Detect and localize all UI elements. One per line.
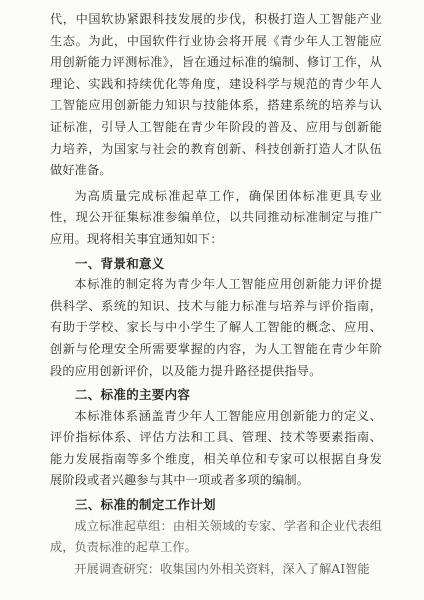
paragraph-intro-continued: 代，中国软协紧跟科技发展的步伐，积极打造人工智能产业生态。为此，中国软件行业协会将开展《青少年人工智能应用创新能力评测标准》，旨在通过标准的编制、修订工作，从理论、实践和持续优化等角度，建设科学与规范的青少年人工智能应用创新能力知识与技能体系，搭建系统的培养与认证标准，引导人工智能在青少年阶段的普及、应用与创新能力培养，为国家与社会的教育创新、科技创新打造人才队伍做好准备。 (50, 12, 382, 178)
paragraph-drafting-group: 成立标准起草组：由相关领域的专家、学者和企业代表组成，负责标准的起草工作。 (50, 518, 382, 555)
paragraph-research: 开展调查研究：收集国内外相关资料，深入了解AI智能 (74, 561, 370, 576)
section-heading-background: 一、背景和意义 (75, 255, 165, 271)
paragraph-main-content: 本标准体系涵盖青少年人工智能应用创新能力的定义、评价指标体系、评估方法和工具、管理、技术等要素指南、能力发展指南等多个维度，相关单位和专家可以根据自身发展阶段或者兴趣参与其中一项或者多项的编制。 (50, 408, 382, 488)
paragraph-call-for-participants: 为高质量完成标准起草工作，确保团体标准更具专业性，现公开征集标准参编单位，以共同推动标准制定与推广应用。现将相关事宜通知如下： (50, 188, 382, 246)
section-heading-work-plan: 三、标准的制定工作计划 (75, 497, 216, 513)
paragraph-background: 本标准的制定将为青少年人工智能应用创新能力评价提供科学、系统的知识、技术与能力标准与培养与评价指南，有助于学校、家长与中小学生了解人工智能的概念、应用、创新与伦理安全所需要掌握的内容，为人工智能在青少年阶段的应用创新评价，以及能力提升路径提供指导。 (50, 277, 382, 378)
section-heading-main-content: 二、标准的主要内容 (75, 387, 191, 403)
